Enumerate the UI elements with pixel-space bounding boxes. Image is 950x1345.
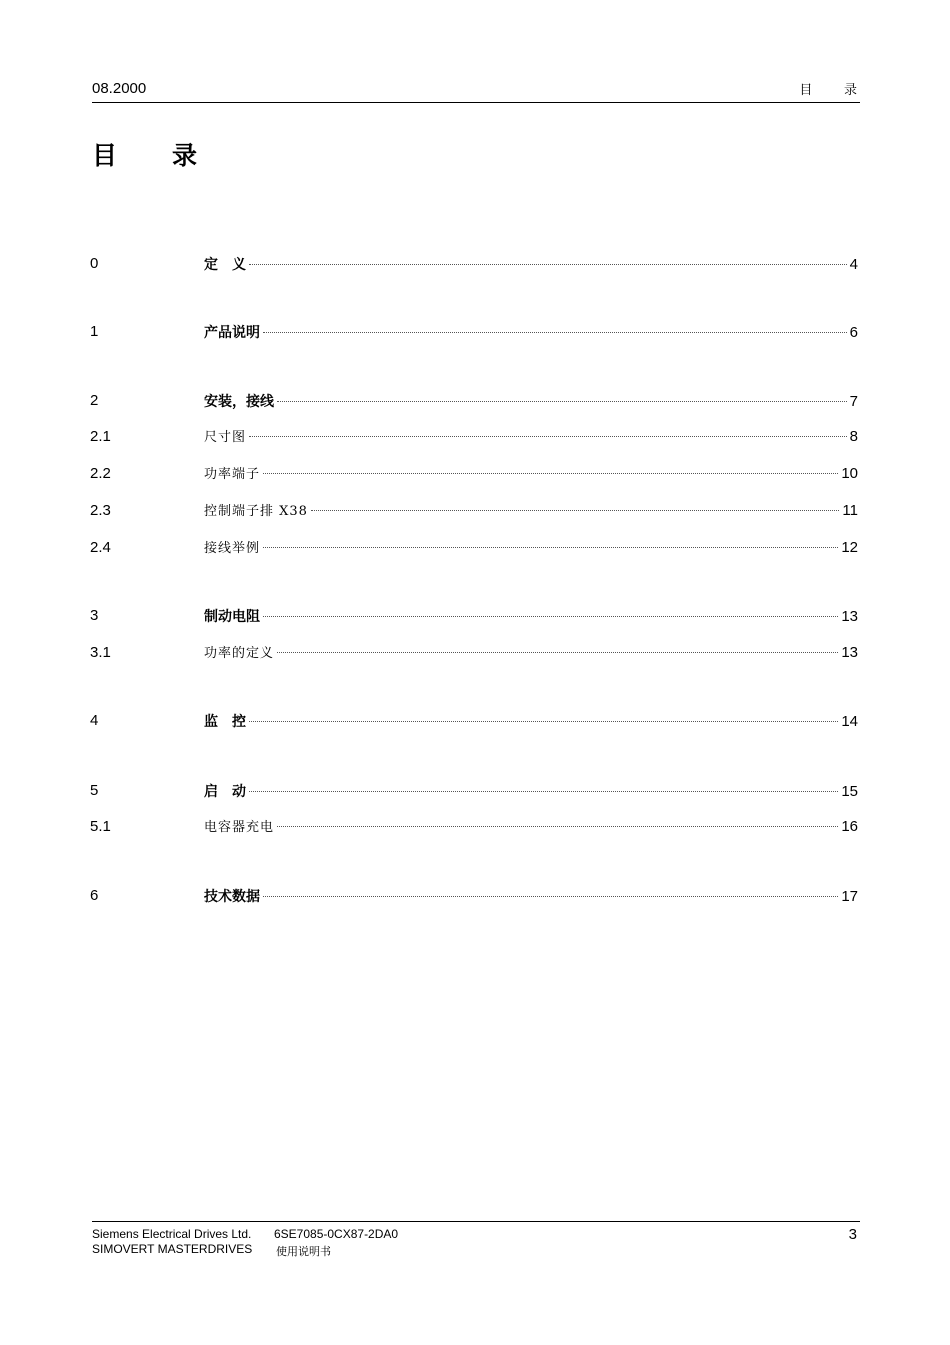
toc-dot-leader xyxy=(263,332,847,333)
toc-entry-title: 安装，接线 xyxy=(204,393,274,409)
toc-entry-number: 2.4 xyxy=(90,539,111,556)
footer-page-number: 3 xyxy=(848,1226,857,1243)
toc-entry[interactable] xyxy=(90,390,858,412)
page-title: 目 录 xyxy=(92,142,221,170)
toc-entry-title: 技术数据 xyxy=(204,888,260,904)
toc-entry-number: 5.1 xyxy=(90,818,111,835)
toc-entry-title: 产品说明 xyxy=(204,324,260,340)
toc-entry[interactable] xyxy=(90,500,858,522)
toc-entry-page: 8 xyxy=(849,428,858,445)
toc-entry-number: 2 xyxy=(90,392,99,409)
toc-entry-page: 11 xyxy=(842,502,858,519)
toc-entry[interactable] xyxy=(90,816,858,838)
toc-entry-title: 定 义 xyxy=(204,256,246,272)
toc-entry-title: 功率端子 xyxy=(204,467,261,482)
toc-entry-number: 2.1 xyxy=(90,428,111,445)
footer-product: SIMOVERT MASTERDRIVES xyxy=(92,1242,253,1256)
footer-order-number: 6SE7085-0CX87-2DA0 xyxy=(274,1227,399,1241)
toc-entry[interactable] xyxy=(90,537,858,559)
toc-entry[interactable] xyxy=(90,710,858,732)
toc-entry-number: 3 xyxy=(90,607,99,624)
toc-entry-number: 4 xyxy=(90,712,99,729)
toc-entry-title: 功率的定义 xyxy=(204,646,275,661)
toc-entry-page: 13 xyxy=(841,608,858,625)
toc-entry-page: 12 xyxy=(841,539,858,556)
toc-entry-number: 2.3 xyxy=(90,502,111,519)
toc-entry-number: 0 xyxy=(90,255,99,272)
toc-entry-page: 4 xyxy=(849,256,858,273)
toc-entry-title: 电容器充电 xyxy=(204,820,275,835)
toc-entry[interactable] xyxy=(90,780,858,802)
toc-entry-page: 10 xyxy=(841,465,858,482)
page-footer xyxy=(92,1221,860,1258)
toc-entry-number: 2.2 xyxy=(90,465,111,482)
toc-entry-title: 制动电阻 xyxy=(204,608,260,624)
page-header xyxy=(92,78,871,103)
toc-entry[interactable] xyxy=(90,321,858,343)
toc-dot-leader xyxy=(249,791,838,792)
footer-company: Siemens Electrical Drives Ltd. xyxy=(92,1227,252,1241)
toc-entry-title: 控制端子排 X38 xyxy=(204,504,308,519)
toc-entry-title: 接线举例 xyxy=(204,541,261,556)
toc-dot-leader xyxy=(263,896,838,897)
toc-dot-leader xyxy=(249,436,847,437)
toc-entry[interactable] xyxy=(90,253,858,275)
toc-entry[interactable] xyxy=(90,885,858,907)
footer-doc-type: 使用说明书 xyxy=(276,1245,331,1258)
toc-entry-page: 7 xyxy=(849,393,858,410)
toc-entry-page: 14 xyxy=(841,713,858,730)
toc-dot-leader xyxy=(249,264,847,265)
toc-entry-number: 3.1 xyxy=(90,644,111,661)
toc-entry-title: 启 动 xyxy=(204,783,246,799)
toc-dot-leader xyxy=(277,401,847,402)
toc-entry-page: 17 xyxy=(841,888,858,905)
toc-entry-title: 尺寸图 xyxy=(204,430,247,445)
toc-entry-page: 15 xyxy=(841,783,858,800)
toc-dot-leader xyxy=(263,616,838,617)
toc-dot-leader xyxy=(277,652,838,653)
toc-entry[interactable] xyxy=(90,642,858,664)
toc-entry[interactable] xyxy=(90,426,858,448)
toc-entry[interactable] xyxy=(90,605,858,627)
header-section-title: 目 录 xyxy=(799,82,871,97)
toc-entry-number: 1 xyxy=(90,323,99,340)
toc-dot-leader xyxy=(249,721,838,722)
toc-dot-leader xyxy=(311,510,839,511)
toc-entry[interactable] xyxy=(90,463,858,485)
toc-dot-leader xyxy=(277,826,838,827)
toc-dot-leader xyxy=(263,547,838,548)
toc-entry-page: 16 xyxy=(841,818,858,835)
toc-entry-number: 5 xyxy=(90,782,99,799)
toc-entry-number: 6 xyxy=(90,887,99,904)
toc-dot-leader xyxy=(263,473,838,474)
toc-entry-page: 13 xyxy=(841,644,858,661)
toc-entry-title: 监 控 xyxy=(204,713,246,729)
toc-entry-page: 6 xyxy=(849,324,858,341)
header-date: 08.2000 xyxy=(92,80,147,97)
